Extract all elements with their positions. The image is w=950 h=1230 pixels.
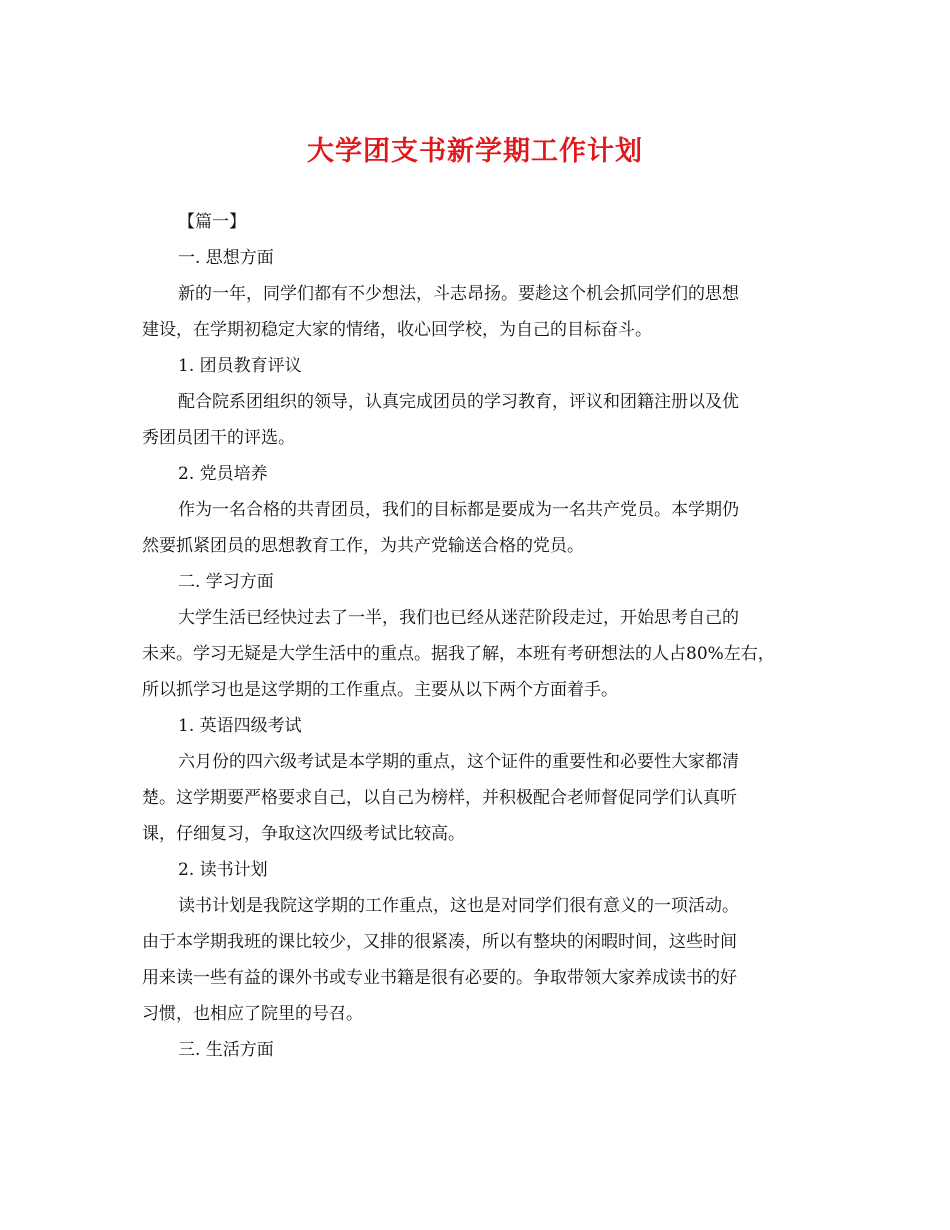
text-line: 建设，在学期初稳定大家的情绪，收心回学校，为自己的目标奋斗。 (142, 320, 652, 340)
document-title: 大学团支书新学期工作计划 (307, 136, 643, 167)
text-line: 然要抓紧团员的思想教育工作，为共产党输送合格的党员。 (142, 536, 584, 556)
text-line: 读书计划是我院这学期的工作重点，这也是对同学们很有意义的一项活动。 (178, 896, 739, 916)
text-line: 习惯，也相应了院里的号召。 (142, 1004, 363, 1024)
text-line: 楚。这学期要严格要求自己，以自己为榜样，并积极配合老师督促同学们认真听 (142, 788, 737, 808)
text-line: 六月份的四六级考试是本学期的重点，这个证件的重要性和必要性大家都清 (178, 752, 739, 772)
document-body (142, 204, 812, 1068)
text-line: 三. 生活方面 (178, 1040, 274, 1060)
text-line: 用来读一些有益的课外书或专业书籍是很有必要的。争取带领大家养成读书的好 (142, 968, 737, 988)
text-line: 1. 团员教育评议 (178, 356, 302, 376)
text-line: 课，仔细复习，争取这次四级考试比较高。 (142, 824, 465, 844)
text-line: 二. 学习方面 (178, 572, 274, 592)
text-line: 新的一年，同学们都有不少想法，斗志昂扬。要趁这个机会抓同学们的思想 (178, 284, 739, 304)
text-line: 所以抓学习也是这学期的工作重点。主要从以下两个方面着手。 (142, 680, 618, 700)
text-line: 一. 思想方面 (178, 248, 274, 268)
text-line: 1. 英语四级考试 (178, 716, 302, 736)
text-line: 未来。学习无疑是大学生活中的重点。据我了解，本班有考研想法的人占80%左右， (142, 644, 775, 664)
text-line: 【篇一】 (178, 212, 246, 232)
text-line: 秀团员团干的评选。 (142, 428, 295, 448)
text-line: 2. 党员培养 (178, 464, 268, 484)
text-line: 作为一名合格的共青团员，我们的目标都是要成为一名共产党员。本学期仍 (178, 500, 739, 520)
text-line: 大学生活已经快过去了一半，我们也已经从迷茫阶段走过，开始思考自己的 (178, 608, 739, 628)
text-line: 配合院系团组织的领导，认真完成团员的学习教育，评议和团籍注册以及优 (178, 392, 739, 412)
text-line: 2. 读书计划 (178, 860, 268, 880)
text-line: 由于本学期我班的课比较少，又排的很紧凑，所以有整块的闲暇时间，这些时间 (142, 932, 737, 952)
